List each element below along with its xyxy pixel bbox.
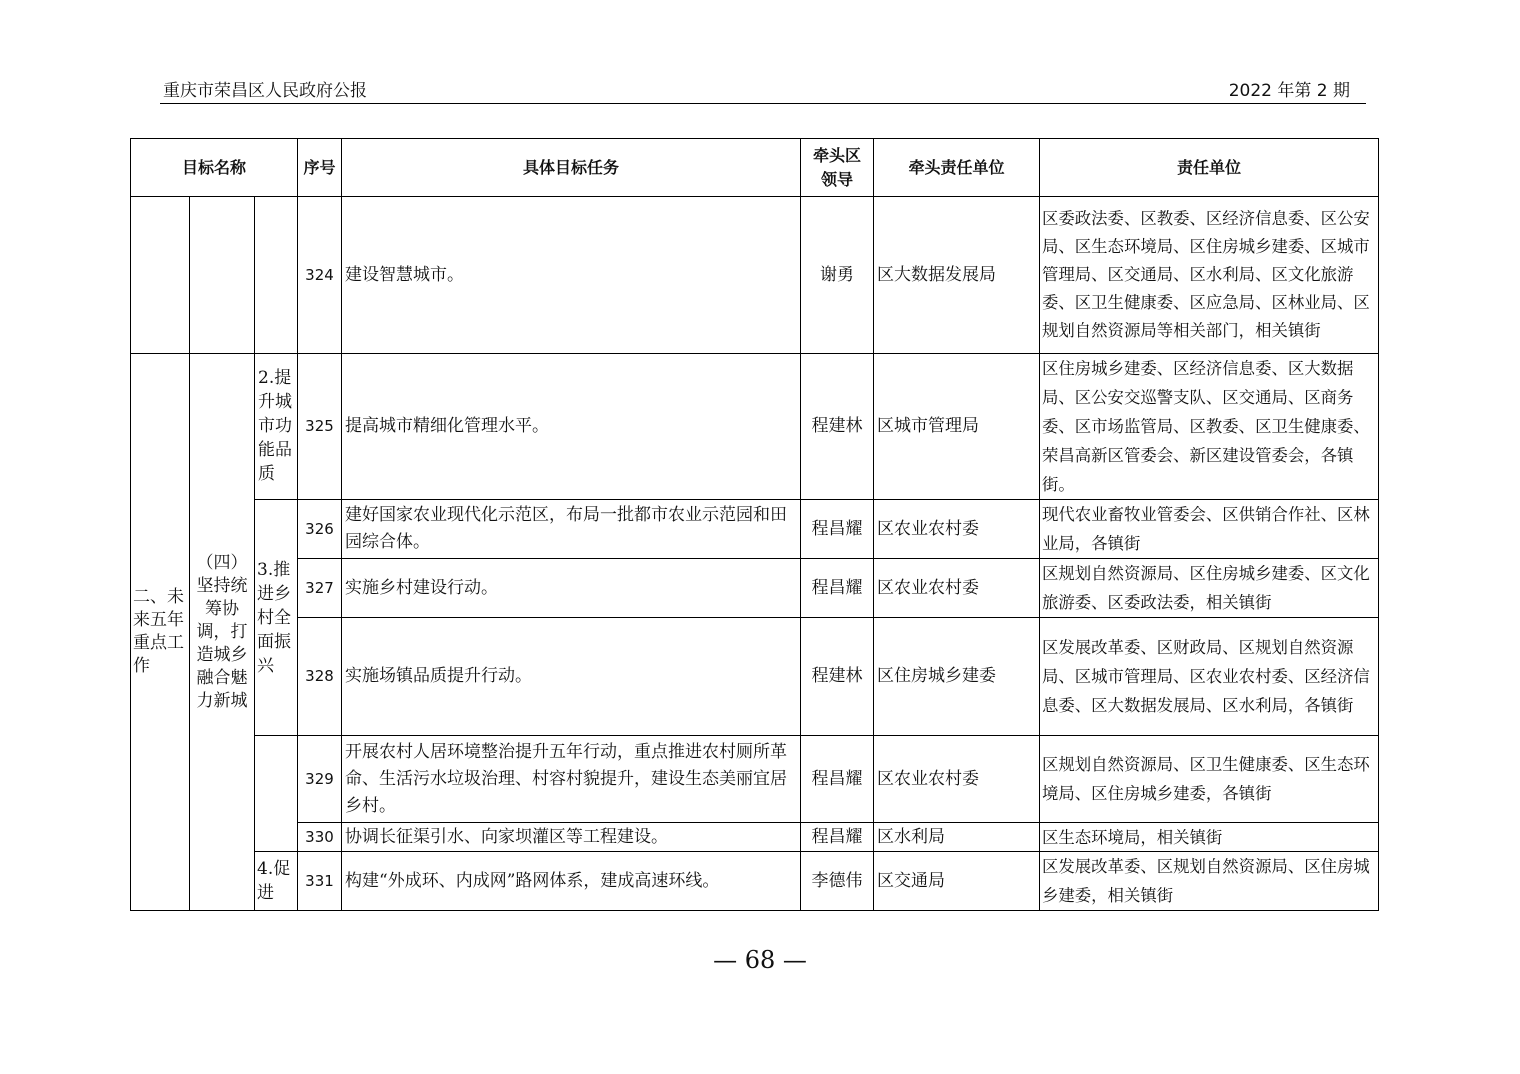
- targets-table: [130, 138, 1379, 911]
- row-units: 区发展改革委、区财政局、区规划自然资源局、区城市管理局、区农业农村委、区经济信息委、区大数据发展局、区水利局，各镇街: [1040, 618, 1379, 736]
- row-leader: 程昌耀: [801, 736, 874, 823]
- header-issue: 2022 年第 2 期: [1228, 81, 1350, 101]
- row-lead-unit: 区农业农村委: [874, 736, 1040, 823]
- table-row: [131, 197, 1379, 354]
- row-lead-unit: 区农业农村委: [874, 500, 1040, 559]
- sub-goal-2: 2.提升城市功能品质: [255, 354, 298, 500]
- row-task: 建好国家农业现代化示范区，布局一批都市农业示范园和田园综合体。: [342, 500, 801, 559]
- row-units: 区住房城乡建委、区经济信息委、区大数据局、区公安交巡警支队、区交通局、区商务委、区市场监管局、区教委、区卫生健康委、荣昌高新区管委会、新区建设管委会，各镇街。: [1040, 354, 1379, 500]
- table-row: [131, 823, 1379, 852]
- row-seq: 326: [298, 500, 342, 559]
- row-lead-unit: 区住房城乡建委: [874, 618, 1040, 736]
- row-seq: 325: [298, 354, 342, 500]
- col-header-lead-unit: 牵头责任单位: [874, 139, 1040, 197]
- row-leader: 李德伟: [801, 852, 874, 911]
- row-units: 现代农业畜牧业管委会、区供销合作社、区林业局，各镇街: [1040, 500, 1379, 559]
- sub-goal-3: 3.推进乡村全面振兴: [255, 500, 298, 736]
- row-seq: 327: [298, 559, 342, 618]
- row-leader: 程建林: [801, 618, 874, 736]
- row-units: 区规划自然资源局、区住房城乡建委、区文化旅游委、区委政法委，相关镇街: [1040, 559, 1379, 618]
- col-header-target: 目标名称: [131, 139, 298, 197]
- row-lead-unit: 区水利局: [874, 823, 1040, 852]
- row-lead-unit: 区大数据发展局: [874, 197, 1040, 354]
- table-row: [131, 354, 1379, 500]
- row-units: 区发展改革委、区规划自然资源局、区住房城乡建委，相关镇街: [1040, 852, 1379, 911]
- col-header-units: 责任单位: [1040, 139, 1379, 197]
- level1-goal: 二、未来五年重点工作: [131, 354, 190, 911]
- table-row: [131, 736, 1379, 823]
- row-seq: 330: [298, 823, 342, 852]
- row-task: 提高城市精细化管理水平。: [342, 354, 801, 500]
- row-seq: 328: [298, 618, 342, 736]
- level2-goal: （四）坚持统筹协调，打造城乡融合魅力新城: [190, 354, 255, 911]
- empty-cell: [131, 197, 190, 354]
- row-leader: 程昌耀: [801, 559, 874, 618]
- row-task: 构建“外成环、内成网”路网体系，建成高速环线。: [342, 852, 801, 911]
- table-row: [131, 852, 1379, 911]
- row-task: 实施乡村建设行动。: [342, 559, 801, 618]
- table-row: [131, 500, 1379, 559]
- sub-goal-4: 4.促进: [255, 852, 298, 911]
- row-lead-unit: 区农业农村委: [874, 559, 1040, 618]
- row-leader: 程建林: [801, 354, 874, 500]
- page-number: — 68 —: [713, 946, 807, 974]
- empty-cell: [255, 736, 298, 852]
- row-task: 建设智慧城市。: [342, 197, 801, 354]
- empty-cell: [255, 197, 298, 354]
- row-task: 实施场镇品质提升行动。: [342, 618, 801, 736]
- row-seq: 331: [298, 852, 342, 911]
- row-units: 区生态环境局，相关镇街: [1040, 823, 1379, 852]
- row-leader: 谢勇: [801, 197, 874, 354]
- row-lead-unit: 区交通局: [874, 852, 1040, 911]
- row-lead-unit: 区城市管理局: [874, 354, 1040, 500]
- row-task: 协调长征渠引水、向家坝灌区等工程建设。: [342, 823, 801, 852]
- row-leader: 程昌耀: [801, 823, 874, 852]
- row-seq: 324: [298, 197, 342, 354]
- header-rule: [160, 103, 1366, 104]
- table-row: [131, 618, 1379, 736]
- row-seq: 329: [298, 736, 342, 823]
- row-units: 区委政法委、区教委、区经济信息委、区公安局、区生态环境局、区住房城乡建委、区城市管理局、区交通局、区水利局、区文化旅游委、区卫生健康委、区应急局、区林业局、区规划自然资源局等相关部门，相关镇街: [1040, 197, 1379, 354]
- header-title: 重庆市荣昌区人民政府公报: [163, 81, 367, 101]
- col-header-seq: 序号: [298, 139, 342, 197]
- row-leader: 程昌耀: [801, 500, 874, 559]
- table-row: [131, 559, 1379, 618]
- row-units: 区规划自然资源局、区卫生健康委、区生态环境局、区住房城乡建委，各镇街: [1040, 736, 1379, 823]
- col-header-task: 具体目标任务: [342, 139, 801, 197]
- row-task: 开展农村人居环境整治提升五年行动，重点推进农村厕所革命、生活污水垃圾治理、村容村貌提升，建设生态美丽宜居乡村。: [342, 736, 801, 823]
- table-header-row: [131, 139, 1379, 197]
- col-header-leader: 牵头区领导: [801, 139, 874, 197]
- empty-cell: [190, 197, 255, 354]
